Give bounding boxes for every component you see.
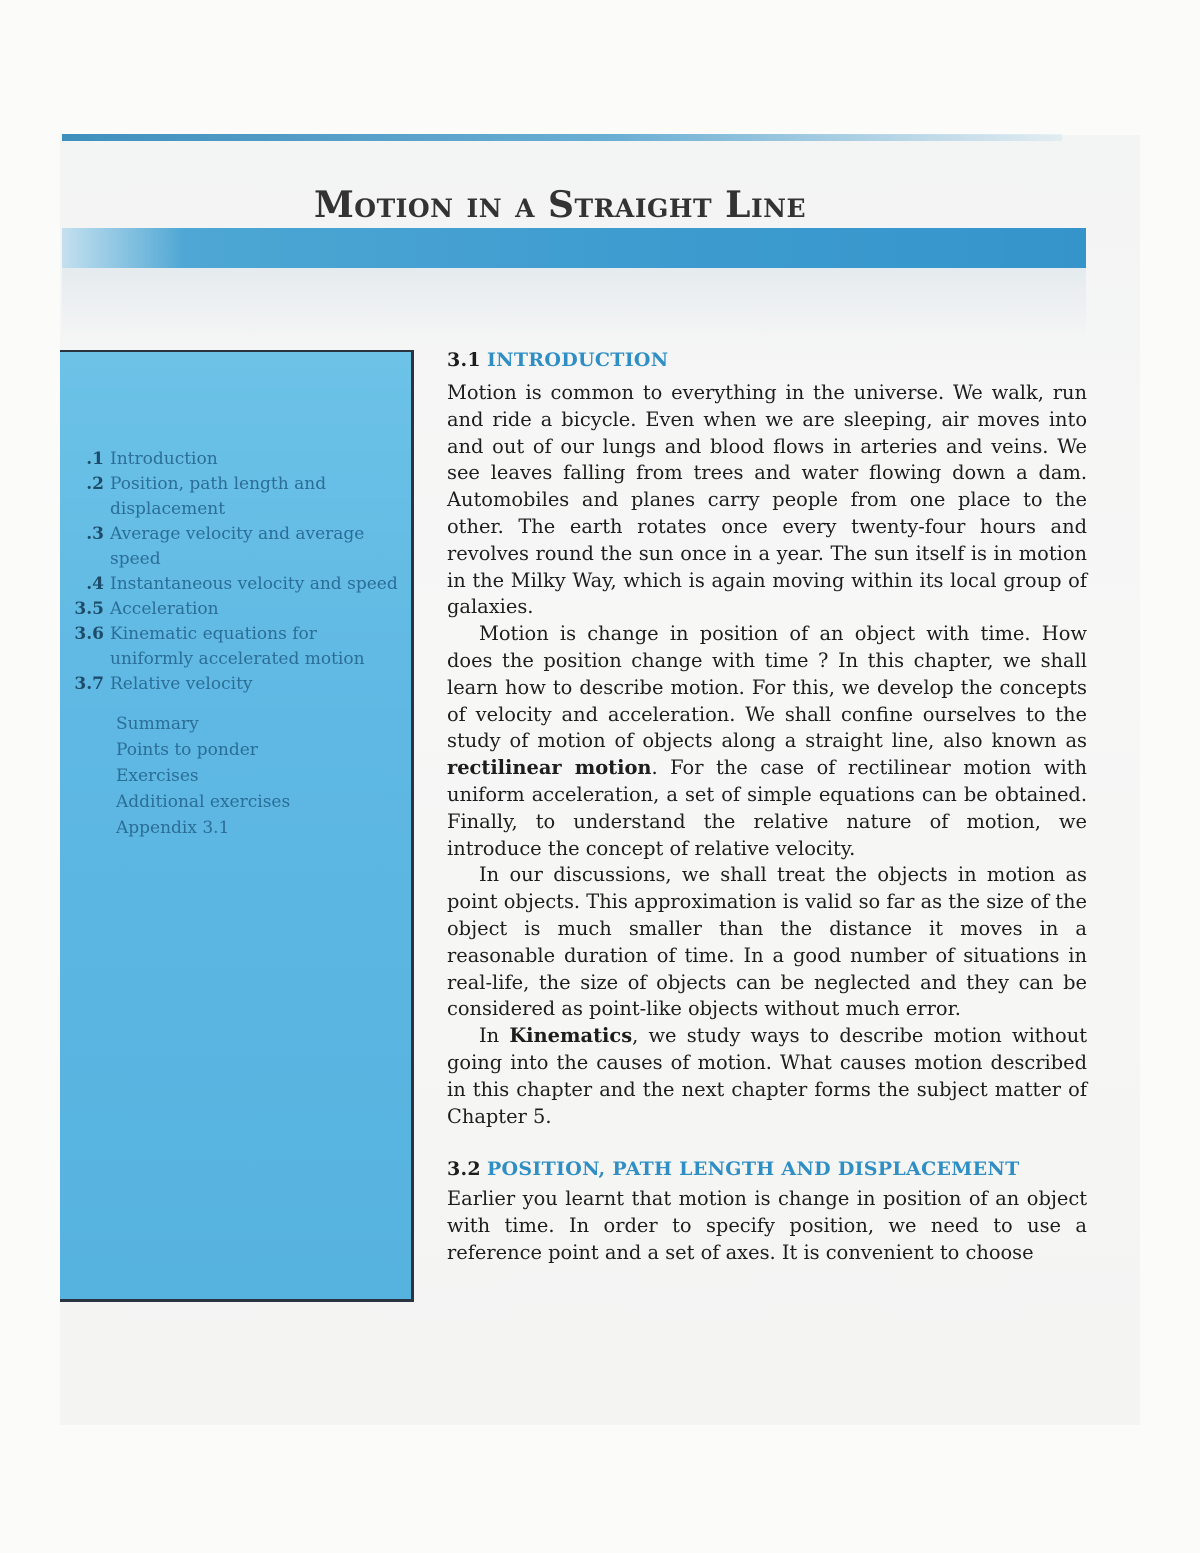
- paragraph: Motion is common to everything in the universe. We walk, run and ride a bicycle. Even when we are sleeping, air moves into and out of our lungs and blood flows in arteries and veins. We see leaves falling from trees and water flowing down a dam. Automobiles and planes carry people from one place to the other. The earth rotates once every twenty-four hours and revolves round the sun once in a year. The sun itself is in motion in the Milky Way, which is again moving within its local group of galaxies.: [447, 381, 1087, 619]
- paragraph-text: . For the case of rectilinear motion with uniform acceleration, a set of simple equations can be obtained. Finally, to understand the relative nature of motion, we introduce the concept of relative velocity.: [447, 756, 1087, 860]
- paragraph: In our discussions, we shall treat the objects in motion as point objects. This approximation is valid so far as the size of the object is much smaller than the distance it moves in a reasonable duration of time. In a good number of situations in real-life, the size of objects can be neglected and they can be considered as point-like objects without much error.: [447, 863, 1087, 1021]
- toc-item: [60, 622, 414, 672]
- toc-extra-additional: Additional exercises: [116, 792, 291, 812]
- toc-spacer: [60, 697, 414, 711]
- paragraph-text: In: [479, 1024, 510, 1048]
- section-title: POSITION, PATH LENGTH AND DISPLACEMENT: [486, 1158, 1020, 1181]
- section-heading: [447, 349, 1087, 371]
- toc-extra-exercises: Exercises: [116, 766, 199, 786]
- paragraph-text: Motion is change in position of an object with time. How does the position change with time ? In this chapter, we shall learn how to describe motion. For this, we develop the concepts of velocity and acceleration. We shall confine ourselves to the study of motion of objects along a straight line, also known as: [447, 622, 1087, 753]
- main-text: [447, 349, 1087, 1267]
- toc-item-number: .4: [86, 574, 104, 594]
- paragraph: [447, 1023, 1087, 1130]
- top-rule: [62, 134, 1062, 141]
- section-title: INTRODUCTION: [486, 349, 669, 371]
- toc-item-label: Instantaneous velocity and speed: [110, 574, 398, 594]
- toc-item-label: Kinematic equations for uniformly accelerated motion: [110, 624, 365, 669]
- toc-extra-appendix: Appendix 3.1: [116, 818, 230, 838]
- toc-item: [60, 572, 414, 597]
- section-number: 3.1: [447, 349, 481, 371]
- section-heading: [447, 1158, 1087, 1180]
- toc-extra-summary: Summary: [116, 714, 199, 734]
- chapter-contents-box: [60, 350, 414, 1302]
- toc-item-number: .1: [86, 449, 104, 469]
- key-term: rectilinear motion: [447, 756, 652, 780]
- toc-item-number: 3.6: [74, 624, 104, 644]
- toc-item: [60, 472, 414, 522]
- toc-item-label: Introduction: [110, 449, 218, 469]
- toc-item-label: Relative velocity: [110, 674, 253, 694]
- toc-extra-points: Points to ponder: [116, 740, 258, 760]
- chapter-title: Motion in a Straight Line: [313, 184, 807, 227]
- paragraph: [447, 621, 1087, 862]
- toc-item: [60, 672, 414, 697]
- section-number: 3.2: [447, 1158, 481, 1181]
- toc-item-label: Acceleration: [110, 599, 219, 619]
- toc-item-label: Position, path length and displacement: [110, 474, 327, 519]
- toc-list: [60, 447, 414, 841]
- paragraph: Earlier you learnt that motion is change in position of an object with time. In order to specify position, we need to use a reference point and a set of axes. It is convenient to choose: [447, 1187, 1087, 1264]
- toc-item-number: 3.7: [74, 674, 104, 694]
- header-band: [62, 228, 1086, 268]
- paragraph-text: , we study ways to describe motion without going into the causes of motion. What causes motion described in this chapter and the next chapter forms the subject matter of Chapter 5.: [447, 1024, 1088, 1128]
- header-band-shadow: [62, 268, 1086, 338]
- toc-item-number: .3: [86, 524, 104, 544]
- key-term: Kinematics: [509, 1024, 633, 1048]
- toc-item-label: Average velocity and average speed: [110, 524, 365, 569]
- toc-item: [60, 447, 414, 472]
- toc-item-number: 3.5: [74, 599, 104, 619]
- toc-item: [60, 522, 414, 572]
- toc-item: [60, 597, 414, 622]
- toc-item-number: .2: [86, 474, 104, 494]
